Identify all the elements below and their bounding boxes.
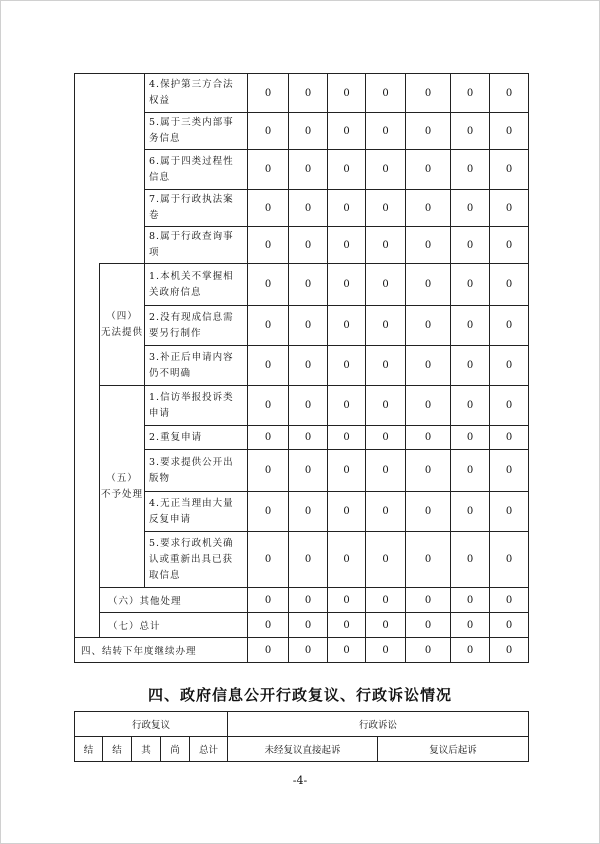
value-cell: 0 [248, 190, 289, 227]
value-cell: 0 [451, 638, 490, 663]
value-cell: 0 [451, 113, 490, 150]
row-label: （六）其他处理 [100, 588, 248, 613]
row-label: 1.信访举报投诉类申请 [145, 386, 248, 426]
value-cell: 0 [366, 450, 406, 492]
value-cell: 0 [248, 588, 289, 613]
table-row [75, 613, 529, 638]
value-cell: 0 [366, 532, 406, 588]
value-cell: 0 [328, 492, 366, 532]
table-row [75, 638, 529, 663]
value-cell: 0 [328, 588, 366, 613]
value-cell: 0 [490, 638, 529, 663]
value-cell: 0 [451, 346, 490, 386]
table-row [75, 386, 529, 426]
value-cell: 0 [490, 492, 529, 532]
group-label-text: 无法提供 [100, 326, 143, 338]
value-cell: 0 [406, 113, 451, 150]
value-cell: 0 [451, 386, 490, 426]
value-cell: 0 [490, 190, 529, 227]
value-cell: 0 [366, 264, 406, 306]
row-label: 4.保护第三方合法权益 [145, 74, 248, 113]
value-cell: 0 [289, 346, 328, 386]
section-title: 四、政府信息公开行政复议、行政诉讼情况 [147, 686, 452, 704]
value-cell: 0 [248, 113, 289, 150]
value-cell: 0 [289, 74, 328, 113]
row-label: 3.要求提供公开出版物 [145, 450, 248, 492]
value-cell: 0 [451, 426, 490, 450]
value-cell: 0 [248, 450, 289, 492]
group-spacer [75, 74, 145, 264]
review-header: 行政复议 [75, 712, 228, 737]
value-cell: 0 [451, 264, 490, 306]
row-label: 3.补正后申请内容仍不明确 [145, 346, 248, 386]
value-cell: 0 [406, 532, 451, 588]
value-cell: 0 [451, 306, 490, 346]
value-cell: 0 [406, 346, 451, 386]
value-cell: 0 [289, 150, 328, 190]
value-cell: 0 [490, 532, 529, 588]
value-cell: 0 [490, 150, 529, 190]
value-cell: 0 [490, 264, 529, 306]
value-cell: 0 [328, 150, 366, 190]
group-label-index: （五） [106, 472, 138, 484]
outer-spacer [75, 386, 100, 588]
value-cell: 0 [248, 306, 289, 346]
value-cell: 0 [328, 426, 366, 450]
value-cell: 0 [366, 638, 406, 663]
value-cell: 0 [328, 306, 366, 346]
value-cell: 0 [406, 227, 451, 264]
value-cell: 0 [406, 74, 451, 113]
row-label: 4.无正当理由大量反复申请 [145, 492, 248, 532]
value-cell: 0 [490, 450, 529, 492]
value-cell: 0 [366, 386, 406, 426]
review-col: 结 [75, 737, 103, 762]
review-col: 总计 [190, 737, 228, 762]
outer-spacer [75, 588, 100, 613]
disclosure-results-table [74, 73, 529, 663]
value-cell: 0 [490, 113, 529, 150]
row-label: 6.属于四类过程性信息 [145, 150, 248, 190]
value-cell: 0 [406, 386, 451, 426]
row-label: 8.属于行政查询事项 [145, 227, 248, 264]
table-row [75, 74, 529, 113]
value-cell: 0 [490, 74, 529, 113]
value-cell: 0 [328, 113, 366, 150]
outer-spacer [75, 264, 100, 386]
value-cell: 0 [490, 346, 529, 386]
value-cell: 0 [406, 150, 451, 190]
value-cell: 0 [248, 346, 289, 386]
after-review-header: 复议后起诉 [378, 737, 529, 762]
value-cell: 0 [328, 227, 366, 264]
value-cell: 0 [289, 113, 328, 150]
value-cell: 0 [406, 450, 451, 492]
value-cell: 0 [366, 492, 406, 532]
value-cell: 0 [248, 227, 289, 264]
review-col: 结 [103, 737, 132, 762]
value-cell: 0 [406, 426, 451, 450]
value-cell: 0 [328, 346, 366, 386]
value-cell: 0 [451, 227, 490, 264]
value-cell: 0 [366, 613, 406, 638]
value-cell: 0 [406, 492, 451, 532]
value-cell: 0 [406, 264, 451, 306]
row-label: （七）总计 [100, 613, 248, 638]
value-cell: 0 [451, 450, 490, 492]
value-cell: 0 [366, 346, 406, 386]
value-cell: 0 [366, 190, 406, 227]
value-cell: 0 [289, 588, 328, 613]
review-col: 尚 [161, 737, 190, 762]
value-cell: 0 [490, 613, 529, 638]
outer-spacer [75, 613, 100, 638]
value-cell: 0 [328, 450, 366, 492]
value-cell: 0 [289, 450, 328, 492]
value-cell: 0 [366, 227, 406, 264]
value-cell: 0 [248, 264, 289, 306]
value-cell: 0 [451, 74, 490, 113]
row-label: 5.属于三类内部事务信息 [145, 113, 248, 150]
value-cell: 0 [248, 492, 289, 532]
row-label: 5.要求行政机关确认或重新出具已获取信息 [145, 532, 248, 588]
value-cell: 0 [406, 588, 451, 613]
value-cell: 0 [451, 150, 490, 190]
row-label: 7.属于行政执法案卷 [145, 190, 248, 227]
value-cell: 0 [328, 264, 366, 306]
value-cell: 0 [289, 638, 328, 663]
review-subheader-row [75, 737, 529, 762]
value-cell: 0 [451, 588, 490, 613]
value-cell: 0 [366, 588, 406, 613]
value-cell: 0 [328, 532, 366, 588]
value-cell: 0 [248, 426, 289, 450]
value-cell: 0 [289, 426, 328, 450]
value-cell: 0 [289, 532, 328, 588]
value-cell: 0 [289, 190, 328, 227]
value-cell: 0 [490, 306, 529, 346]
table-row [75, 264, 529, 306]
value-cell: 0 [328, 638, 366, 663]
value-cell: 0 [289, 386, 328, 426]
value-cell: 0 [366, 306, 406, 346]
value-cell: 0 [328, 190, 366, 227]
value-cell: 0 [366, 74, 406, 113]
value-cell: 0 [328, 74, 366, 113]
page-number: -4- [292, 774, 308, 787]
value-cell: 0 [406, 638, 451, 663]
value-cell: 0 [248, 638, 289, 663]
value-cell: 0 [289, 264, 328, 306]
value-cell: 0 [248, 150, 289, 190]
value-cell: 0 [490, 588, 529, 613]
value-cell: 0 [490, 386, 529, 426]
value-cell: 0 [451, 190, 490, 227]
review-header-row [75, 712, 529, 737]
value-cell: 0 [490, 227, 529, 264]
value-cell: 0 [366, 150, 406, 190]
value-cell: 0 [248, 386, 289, 426]
group-label [100, 386, 145, 588]
value-cell: 0 [451, 532, 490, 588]
litigation-header: 行政诉讼 [228, 712, 529, 737]
row-label: 2.重复申请 [145, 426, 248, 450]
value-cell: 0 [289, 613, 328, 638]
group-label-index: （四） [106, 310, 138, 322]
value-cell: 0 [406, 306, 451, 346]
value-cell: 0 [289, 306, 328, 346]
value-cell: 0 [366, 426, 406, 450]
value-cell: 0 [328, 386, 366, 426]
row-label: 1.本机关不掌握相关政府信息 [145, 264, 248, 306]
value-cell: 0 [490, 426, 529, 450]
value-cell: 0 [248, 613, 289, 638]
review-col: 其 [132, 737, 161, 762]
group-label [100, 264, 145, 386]
value-cell: 0 [366, 113, 406, 150]
value-cell: 0 [289, 492, 328, 532]
table-row [75, 588, 529, 613]
review-litigation-table [74, 711, 529, 762]
value-cell: 0 [451, 613, 490, 638]
row-label: 2.没有现成信息需要另行制作 [145, 306, 248, 346]
value-cell: 0 [289, 227, 328, 264]
value-cell: 0 [328, 613, 366, 638]
value-cell: 0 [451, 492, 490, 532]
value-cell: 0 [248, 532, 289, 588]
group-label-text: 不予处理 [100, 488, 143, 500]
row-label: 四、结转下年度继续办理 [75, 638, 248, 663]
direct-suit-header: 未经复议直接起诉 [228, 737, 378, 762]
value-cell: 0 [406, 613, 451, 638]
value-cell: 0 [248, 74, 289, 113]
value-cell: 0 [406, 190, 451, 227]
